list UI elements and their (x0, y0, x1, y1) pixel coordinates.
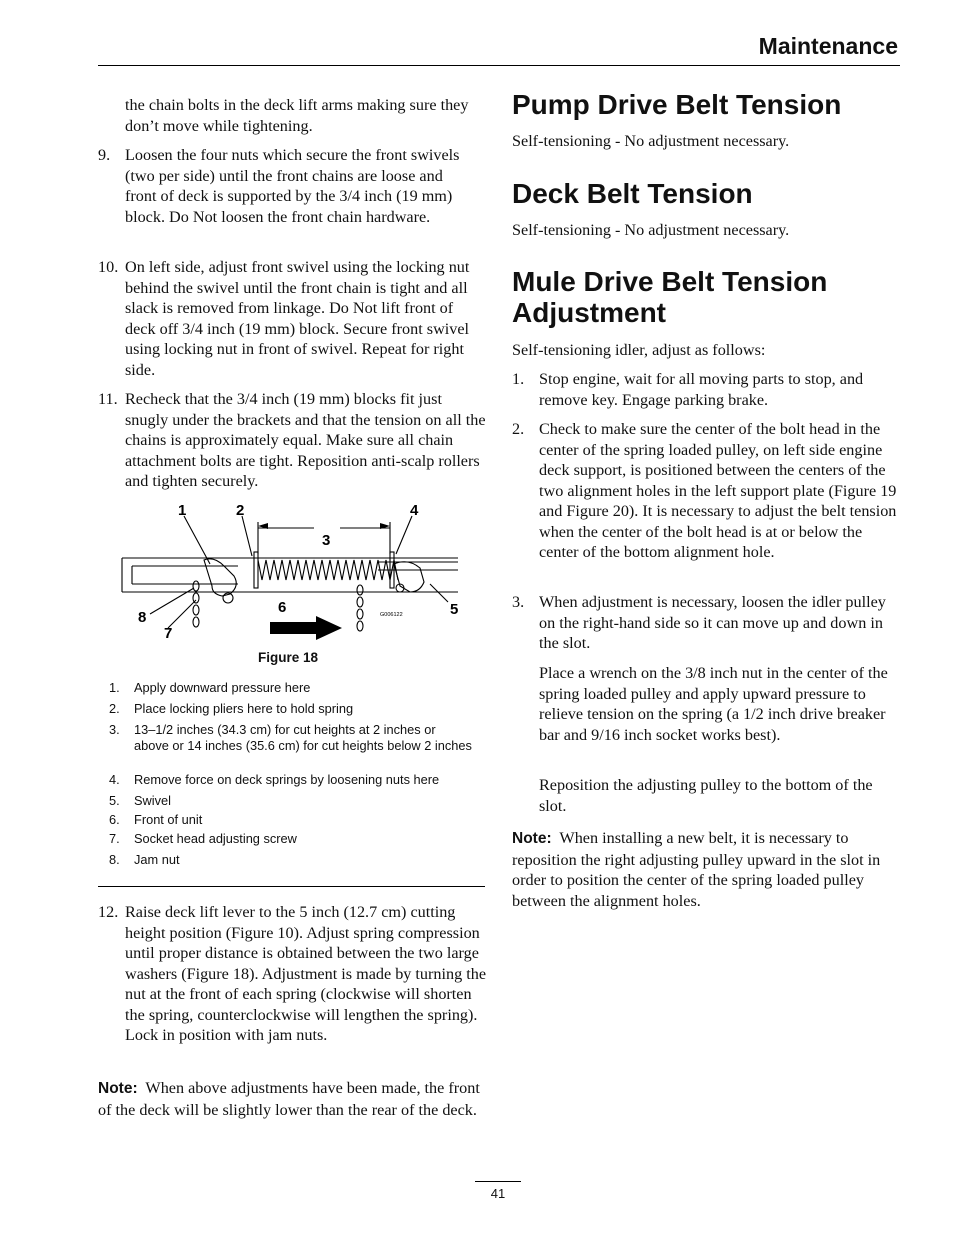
step-number: 12. (98, 903, 119, 921)
step-paragraph: Reposition the adjusting pulley to the bottom of the slot. (539, 776, 873, 815)
figure-callout: 8 (138, 609, 147, 626)
pump-text: Self-tensioning - No adjustment necessary. (512, 132, 790, 150)
legend-item: Front of unit (134, 812, 203, 827)
legend-number: 5. (109, 793, 120, 808)
legend-item: 13–1/2 inches (34.3 cm) for cut heights at 2 inches or above or 14 inches (35.6 cm) for cut heights below 2 inches (134, 722, 472, 753)
step-number: 1. (512, 370, 525, 388)
legend-number: 8. (109, 852, 120, 867)
legend-number: 4. (109, 772, 120, 787)
step-number: 10. (98, 258, 119, 276)
continued-text: the chain bolts in the deck lift arms making sure they don’t move while tightening. (125, 96, 469, 135)
legend-item: Apply downward pressure here (134, 680, 311, 695)
figure-callout: 4 (410, 502, 419, 519)
step-text: Raise deck lift lever to the 5 inch (12.7 cm) cutting height position (Figure 10). Adjust spring compression until proper distance is obtained between the two large washers (Figure 18). Adjustment is made by turning the nut at the front of each spring (clockwise will shorten the spring, counterclockwise will lengthen the spring). Lock in position with jam nuts. (125, 903, 487, 1044)
legend-item: Remove force on deck springs by loosening nuts here (134, 772, 440, 787)
deck-spring-figure (118, 498, 480, 643)
step-text: Recheck that the 3/4 inch (19 mm) blocks fit just snugly under the brackets and that the tension on all the chains is approximately equal. Make sure all chain attachment bolts are tight. Reposition anti-scalp rollers and tighten securely. (125, 390, 486, 490)
footer-rule (475, 1181, 521, 1182)
step-number: 9. (98, 146, 111, 164)
figure-rule (98, 886, 485, 887)
note (512, 828, 894, 911)
page-number: 41 (490, 1186, 506, 1201)
heading-deck-belt: Deck Belt Tension (512, 178, 753, 209)
section-title: Maintenance (758, 33, 898, 59)
header-rule (98, 65, 900, 66)
legend-item: Place locking pliers here to hold spring (134, 701, 354, 716)
note-label: Note: (98, 1080, 138, 1097)
note-label: Note: (512, 830, 552, 847)
note-text: When installing a new belt, it is necessary to reposition the right adjusting pulley upward in the slot in order to position the center of the spring loaded pulley between the alignment holes. (512, 829, 881, 910)
heading-mule-drive-belt: Mule Drive Belt Tension (512, 266, 828, 297)
figure-callout: 2 (236, 502, 245, 519)
step-number: 2. (512, 420, 525, 438)
note-text: When above adjustments have been made, the front of the deck will be slightly lower than the rear of the deck. (98, 1079, 480, 1119)
note (98, 1078, 484, 1120)
step-text: When adjustment is necessary, loosen the idler pulley on the right-hand side so it can move up and down in the slot. (539, 593, 886, 652)
figure-callout: 1 (178, 502, 187, 519)
legend-number: 3. (109, 722, 120, 737)
step-number: 11. (98, 390, 118, 408)
figure-callout: 7 (164, 625, 173, 642)
legend-number: 6. (109, 812, 120, 827)
figure-art-id: G006122 (380, 612, 403, 618)
figure-caption: Figure 18 (258, 650, 319, 665)
figure-callout: 5 (450, 601, 459, 618)
legend-item: Socket head adjusting screw (134, 831, 297, 846)
step-number: 3. (512, 593, 525, 611)
step-text: Check to make sure the center of the bolt head in the center of the spring loaded pulley, on left side engine deck support, is positioned between the centers of the two alignment holes in the left support plate (Figure 19 and Figure 20). It is necessary to adjust the belt tension when the center of the bolt head is at or below the center of the bottom alignment hole. (539, 420, 897, 561)
heading-pump-drive-belt: Pump Drive Belt Tension (512, 89, 842, 120)
legend-item: Jam nut (134, 852, 180, 867)
legend-number: 7. (109, 831, 120, 846)
step-text: On left side, adjust front swivel using the locking nut behind the swivel until the front chain is tight and all slack is removed from linkage. Do Not lift front of deck off 3/4 inch (19 mm) block. Secure front swivel using locking nut in front of swivel. Repeat for right side. (125, 258, 470, 379)
step-paragraph: Place a wrench on the 3/8 inch nut in the center of the spring loaded pulley and apply upward pressure to relieve tension on the spring (a 1/2 inch drive breaker bar and 9/16 inch socket works best). (539, 664, 888, 744)
legend-item: Swivel (134, 793, 171, 808)
mule-intro: Self-tensioning idler, adjust as follows: (512, 341, 766, 359)
figure-callout: 3 (322, 532, 331, 549)
heading-mule-drive-belt-line2: Adjustment (512, 297, 666, 328)
step-text: Stop engine, wait for all moving parts to stop, and remove key. Engage parking brake. (539, 370, 864, 409)
figure-callout: 6 (278, 599, 287, 616)
legend-number: 2. (109, 701, 120, 716)
deck-text: Self-tensioning - No adjustment necessary. (512, 221, 790, 239)
step-text: Loosen the four nuts which secure the front swivels (two per side) until the front chains are loose and front of deck is supported by the 3/4 inch (19 mm) block. Do Not loosen the front chain hardware. (125, 146, 460, 226)
legend-number: 1. (109, 680, 120, 695)
